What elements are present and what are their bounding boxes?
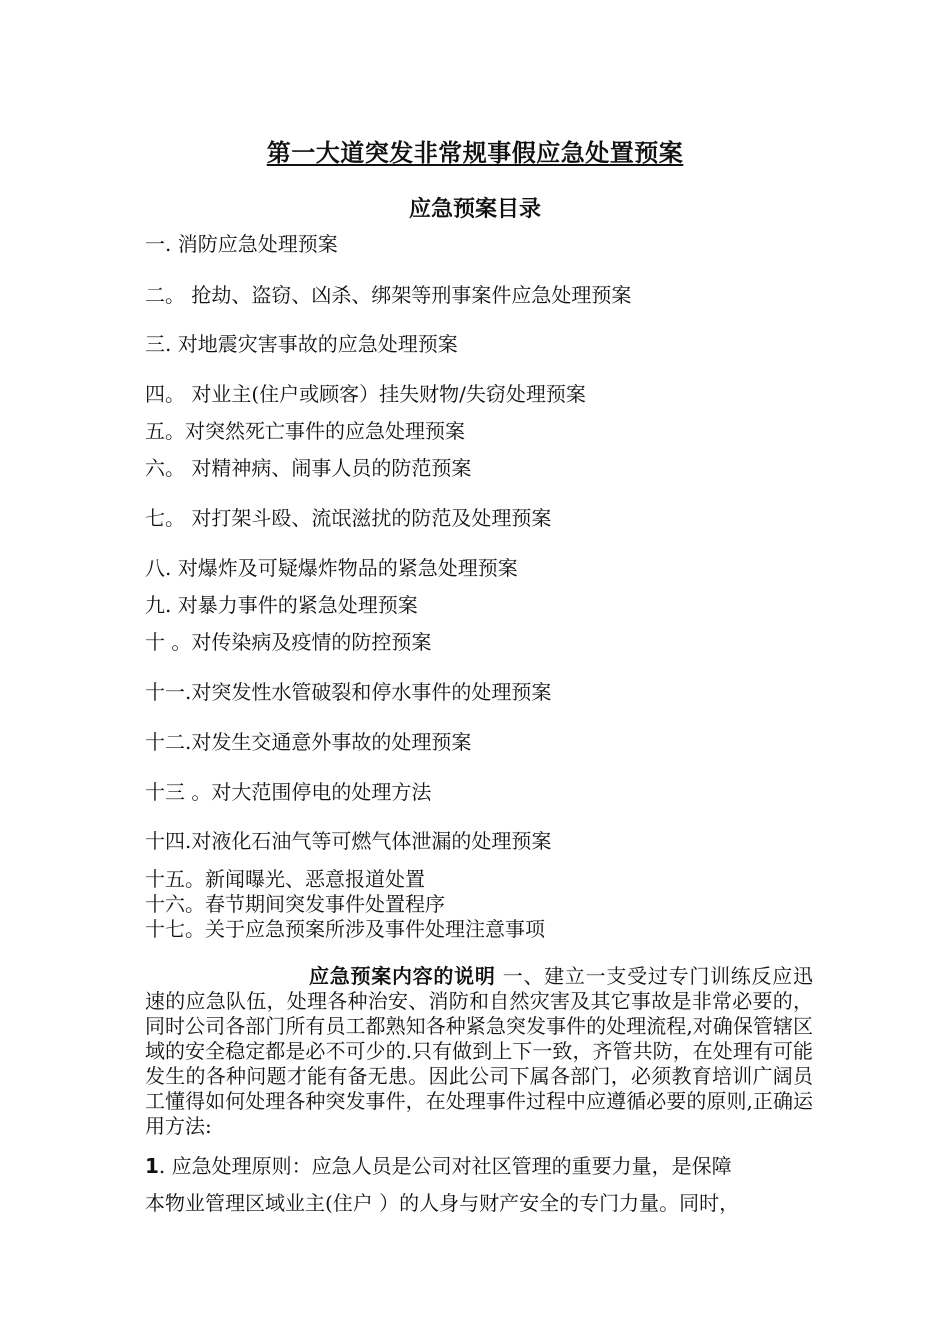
toc-item: 四。 对业主(住户或顾客）挂失财物/失窃处理预案 xyxy=(145,382,586,406)
toc-item: 二。 抢劫、盗窃、凶杀、绑架等刑事案件应急处理预案 xyxy=(145,283,632,307)
toc-item: 十四.对液化石油气等可燃气体泄漏的处理预案 xyxy=(145,829,552,853)
principle-number: 1 xyxy=(145,1154,159,1178)
toc-item: 六。 对精神病、闹事人员的防范预案 xyxy=(145,456,472,480)
toc-item: 九. 对暴力事件的紧急处理预案 xyxy=(145,593,418,617)
toc-item: 一. 消防应急处理预案 xyxy=(145,232,338,256)
toc-item: 十七。关于应急预案所涉及事件处理注意事项 xyxy=(145,917,545,941)
principle-text-1: . 应急处理原则：应急人员是公司对社区管理的重要力量，是保障 xyxy=(158,1154,732,1178)
principle-line-2: 本物业管理区域业主(住户 ）的人身与财产安全的专门力量。同时， xyxy=(145,1191,740,1215)
toc-item: 十二.对发生交通意外事故的处理预案 xyxy=(145,730,472,754)
principle-line-1 xyxy=(145,1154,813,1178)
toc-item: 三. 对地震灾害事故的应急处理预案 xyxy=(145,332,458,356)
toc-item: 十五。新闻曝光、恶意报道处置 xyxy=(145,867,425,891)
toc-item: 八. 对爆炸及可疑爆炸物品的紧急处理预案 xyxy=(145,556,518,580)
toc-heading: 应急预案目录 xyxy=(408,197,541,222)
toc-item: 十 。对传染病及疫情的防控预案 xyxy=(145,630,432,654)
toc-item: 十一.对突发性水管破裂和停水事件的处理预案 xyxy=(145,680,552,704)
toc-item: 十六。春节期间突发事件处置程序 xyxy=(145,892,445,916)
explanation-paragraph xyxy=(145,964,813,1139)
toc-item: 十三 。对大范围停电的处理方法 xyxy=(145,780,432,804)
toc-item: 七。 对打架斗殴、流氓滋扰的防范及处理预案 xyxy=(145,506,552,530)
document-title: 第一大道突发非常规事假应急处置预案 xyxy=(266,139,684,167)
toc-item: 五。对突然死亡事件的应急处理预案 xyxy=(145,419,465,443)
explanation-body: 一、建立一支受过专门训练反应迅速的应急队伍，处理各种治安、消防和自然灾害及其它事故是非常必要的，同时公司各部门所有员工都熟知各种紧急突发事件的处理流程,对确保管辖区域的安全稳定都是必不可少的.只有做到上下一致，齐管共防，在处理有可能发生的各种问题才能有备无患。因此公司下属各部门，必须教育培训广阔员工懂得如何处理各种突发事件，在处理事件过程中应遵循必要的原则,正确运用方法: xyxy=(145,964,814,1138)
explanation-heading: 应急预案内容的说明 xyxy=(309,964,496,988)
